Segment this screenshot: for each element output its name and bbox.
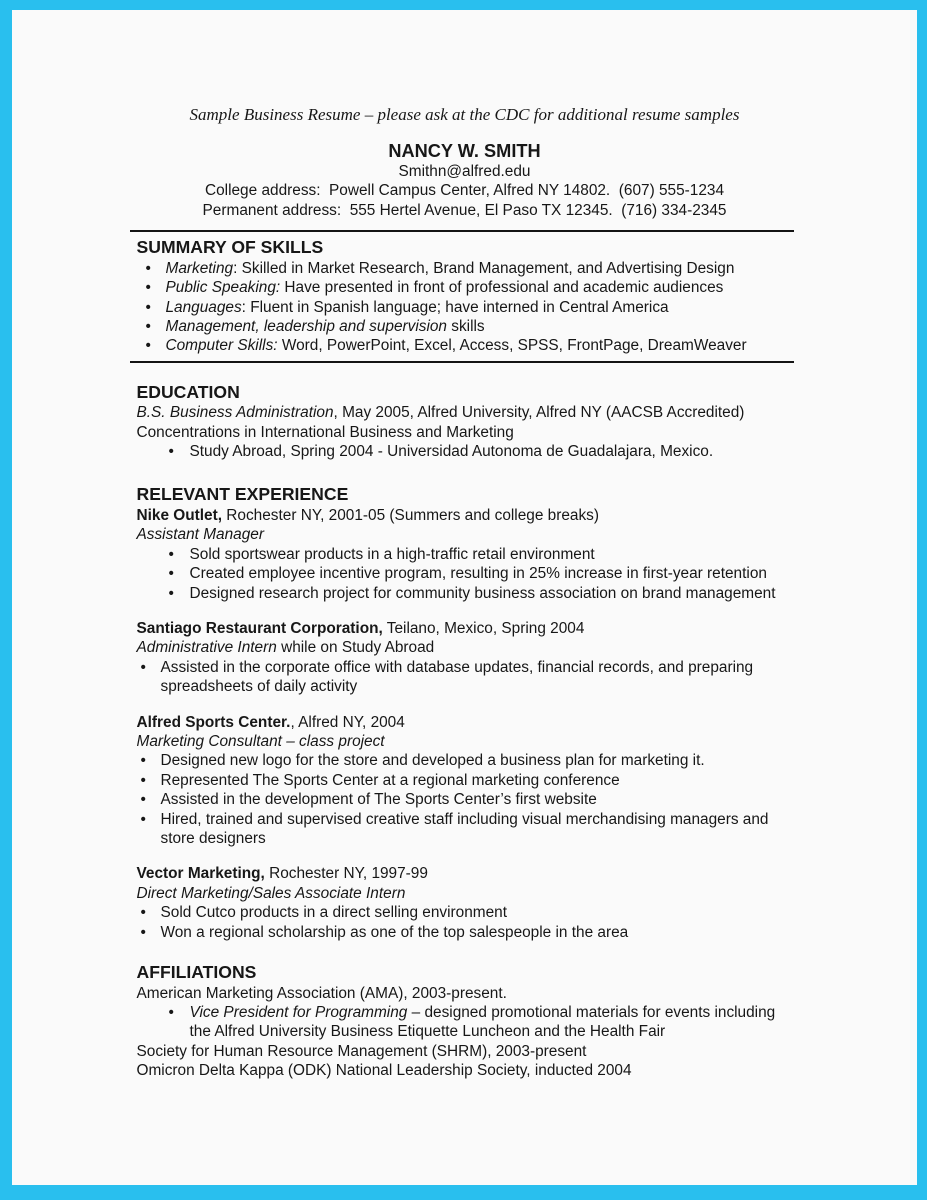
education-bullets [137,442,793,461]
skill-label: Computer Skills: [165,337,278,355]
skill-label: Public Speaking: [165,279,281,297]
employer-line [137,864,793,883]
skill-text: : Skilled in Market Research, Brand Management, and Advertising Design [233,259,735,277]
job-bullet: • Sold Cutco products in a direct selling environment [137,903,793,922]
affiliation-line: Omicron Delta Kappa (ODK) National Leadership Society, inducted 2004 [136,1062,632,1080]
education-bullet: • Study Abroad, Spring 2004 - Universidad Autonoma de Guadalajara, Mexico. [137,442,793,461]
affiliation-bullet [137,1003,793,1042]
permanent-address-line: Permanent address: 555 Hertel Avenue, El Paso TX 12345. (716) 334-2345 [202,201,727,219]
job-bullet: • Represented The Sports Center at a regional marketing conference [137,771,793,790]
employer-name: Vector Marketing, [136,865,265,883]
job-bullet: • Assisted in the development of The Sports Center’s first website [137,790,793,809]
role-line [137,884,793,903]
affiliations-section [137,962,793,1081]
role-title: Marketing Consultant – class project [136,733,385,751]
job-bullet: • Assisted in the corporate office with database updates, financial records, and preparing spreadsheets of daily activity [137,658,793,697]
job-block-nike-outlet [137,506,793,603]
job-block-santiago [137,619,793,697]
employer-details: Rochester NY, 2001-05 (Summers and college breaks) [222,506,600,524]
skill-text: Word, PowerPoint, Excel, Access, SPSS, FrontPage, DreamWeaver [277,337,747,355]
education-section [137,382,793,462]
job-block-alfred-sports-center [137,713,793,849]
degree-line [137,403,793,422]
skill-item [137,278,793,297]
role-details: while on Study Abroad [276,639,435,657]
job-bullet: • Hired, trained and supervised creative staff including visual merchandising managers and store designers [137,810,793,849]
job-bullet: • Designed research project for community business association on brand management [137,584,793,603]
role-line [137,732,793,751]
section-title-affiliations: AFFILIATIONS [136,962,257,983]
job-bullets [137,545,793,603]
divider-line-top [130,230,794,232]
employer-line [137,506,793,525]
skill-item [137,336,793,355]
section-title-skills: SUMMARY OF SKILLS [136,237,324,258]
affiliation-role-details: – designed promotional materials for events including the Alfred University Business Etiquette Luncheon and the Health Fair [189,1004,776,1041]
experience-section [137,484,793,942]
divider-line-bottom [130,361,794,363]
role-title: Administrative Intern [136,639,277,657]
skill-item [137,317,793,336]
job-bullets [137,751,793,848]
role-title: Assistant Manager [136,526,264,544]
employer-name: Alfred Sports Center. [136,713,291,731]
section-title-experience: RELEVANT EXPERIENCE [136,484,349,505]
skill-text: : Fluent in Spanish language; have interned in Central America [241,298,669,316]
skill-item [137,298,793,317]
affiliation-line: Society for Human Resource Management (SHRM), 2003-present [136,1042,587,1060]
skill-text: Have presented in front of professional and academic audiences [280,279,724,297]
role-line [137,638,793,657]
sample-note: Sample Business Resume – please ask at the CDC for additional resume samples [189,105,740,124]
employer-name: Santiago Restaurant Corporation, [136,620,383,637]
skill-label: Marketing [165,259,234,277]
skill-text: skills [446,317,485,335]
job-bullet: • Designed new logo for the store and developed a business plan for marketing it. [137,751,793,770]
employer-line [137,619,793,638]
resume-document [137,10,793,1081]
job-bullets [137,658,793,697]
skill-label: Management, leadership and supervision [165,317,447,335]
skill-item [137,259,793,278]
candidate-email: Smithn@alfred.edu [398,163,531,180]
job-block-vector-marketing [137,864,793,942]
candidate-name: NANCY W. SMITH [388,141,541,161]
affiliation-bullets [137,1003,793,1042]
role-title: Direct Marketing/Sales Associate Intern [136,884,406,902]
skill-label: Languages [165,298,242,316]
employer-line [137,713,793,732]
job-bullets [137,903,793,942]
skills-section [137,237,793,356]
job-bullet: • Won a regional scholarship as one of the top salespeople in the area [137,923,793,942]
concentrations-line: Concentrations in International Business and Marketing [136,423,514,441]
degree-name: B.S. Business Administration [136,404,334,422]
role-line [137,525,793,544]
employer-name: Nike Outlet, [136,506,223,524]
section-title-education: EDUCATION [136,381,240,402]
skills-list [137,259,793,356]
employer-details: , Alfred NY, 2004 [290,713,405,731]
header-block [137,141,793,220]
affiliation-line: American Marketing Association (AMA), 2003-present. [136,984,507,1002]
employer-details: Teilano, Mexico, Spring 2004 [382,620,585,637]
job-bullet: • Sold sportswear products in a high-traffic retail environment [137,545,793,564]
affiliation-role: Vice President for Programming [189,1004,408,1021]
resume-page [12,10,917,1185]
college-address-line: College address: Powell Campus Center, Alfred NY 14802. (607) 555-1234 [204,182,725,200]
degree-details: , May 2005, Alfred University, Alfred NY (AACSB Accredited) [333,404,745,422]
job-bullet: • Created employee incentive program, resulting in 25% increase in first-year retention [137,564,793,583]
employer-details: Rochester NY, 1997-99 [264,865,428,883]
